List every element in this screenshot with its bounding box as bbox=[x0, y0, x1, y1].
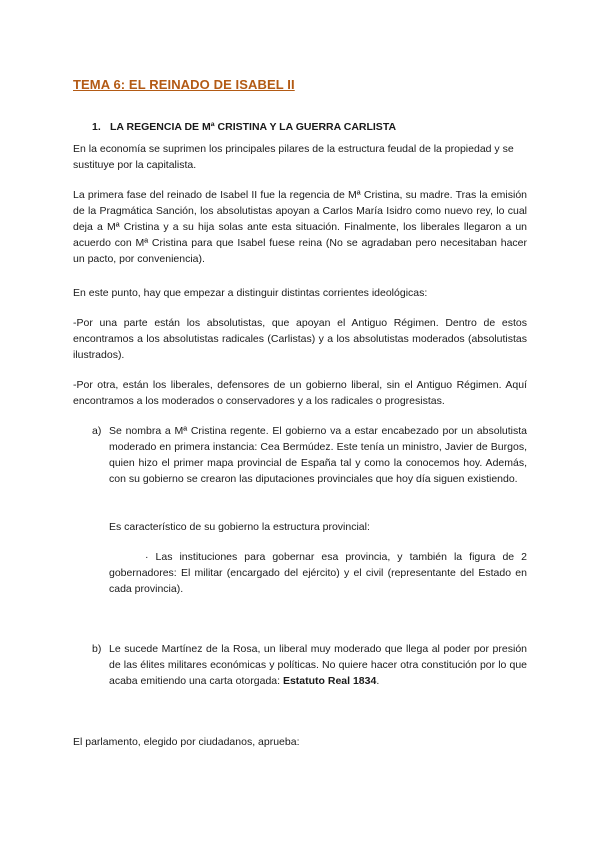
paragraph-absolutists: -Por una parte están los absolutistas, que apoyan el Antiguo Régimen. Dentro de estos encontramos a los absolutistas radicales (Carlistas) y a los absolutistas moderados (absolutistas ilustrados). bbox=[73, 317, 527, 361]
section-number: 1. bbox=[92, 121, 101, 133]
provincial-structure-note: Es característico de su gobierno la estructura provincial: bbox=[109, 521, 370, 533]
list-item-b-end: . bbox=[376, 675, 380, 687]
page-title: TEMA 6: EL REINADO DE ISABEL II bbox=[73, 77, 295, 92]
section-heading bbox=[92, 121, 396, 133]
list-item-b bbox=[92, 641, 527, 689]
paragraph-economy: En la economía se suprimen los principales pilares de la estructura feudal de la propiedad y se sustituye por la capitalista. bbox=[73, 143, 514, 171]
list-marker: b) bbox=[92, 643, 102, 655]
list-item-b-text bbox=[109, 641, 527, 689]
paragraph-parliament: El parlamento, elegido por ciudadanos, aprueba: bbox=[73, 736, 300, 748]
list-marker: a) bbox=[92, 425, 102, 437]
estatuto-real-bold: Estatuto Real 1834 bbox=[282, 675, 377, 687]
paragraph-liberals: -Por otra, están los liberales, defensores de un gobierno liberal, sin el Antiguo Régimen. Aquí encontramos a los moderados o conservadores y a los radicales o progresistas. bbox=[73, 379, 527, 407]
paragraph-ideologies-intro: En este punto, hay que empezar a distinguir distintas corrientes ideológicas: bbox=[73, 287, 428, 299]
list-item-a-text: Se nombra a Mª Cristina regente. El gobierno va a estar encabezado por un absolutista moderado en primera instancia: Cea Bermúdez. Este tenía un ministro, Javier de Burgos, quien hizo el primer mapa provincial de España tal y como la conocemos hoy. Además, con su gobierno se crearon las diputaciones provinciales que hoy día siguen existiendo. bbox=[109, 425, 527, 485]
section-title: LA REGENCIA DE Mª CRISTINA Y LA GUERRA CARLISTA bbox=[110, 121, 397, 133]
list-item-b-body: Le sucede Martínez de la Rosa, un liberal muy moderado que llega al poder por presión de las élites militares económicas y políticas. No quiere hacer otra constitución por lo que acaba emitiendo una carta otorgada: bbox=[109, 643, 527, 687]
paragraph-regency: La primera fase del reinado de Isabel II fue la regencia de Mª Cristina, su madre. Tras la emisión de la Pragmática Sanción, los absolutistas apoyan a Carlos María Isidro como nuevo rey, lo cual deja a Mª Cristina y a su hija solas ante esta situación. Finalmente, los liberales llegaron a un acuerdo con Mª Cristina para que Isabel fuese reina (No se agradaban pero necesitaban hacer un pacto, por conveniencia). bbox=[73, 189, 527, 265]
list-item-a bbox=[92, 423, 527, 487]
provincial-institutions-detail: · Las instituciones para gobernar esa provincia, y también la figura de 2 gobernadores: El militar (encargado del ejército) y el civil (representante del Estado en cada provincia). bbox=[109, 551, 527, 595]
